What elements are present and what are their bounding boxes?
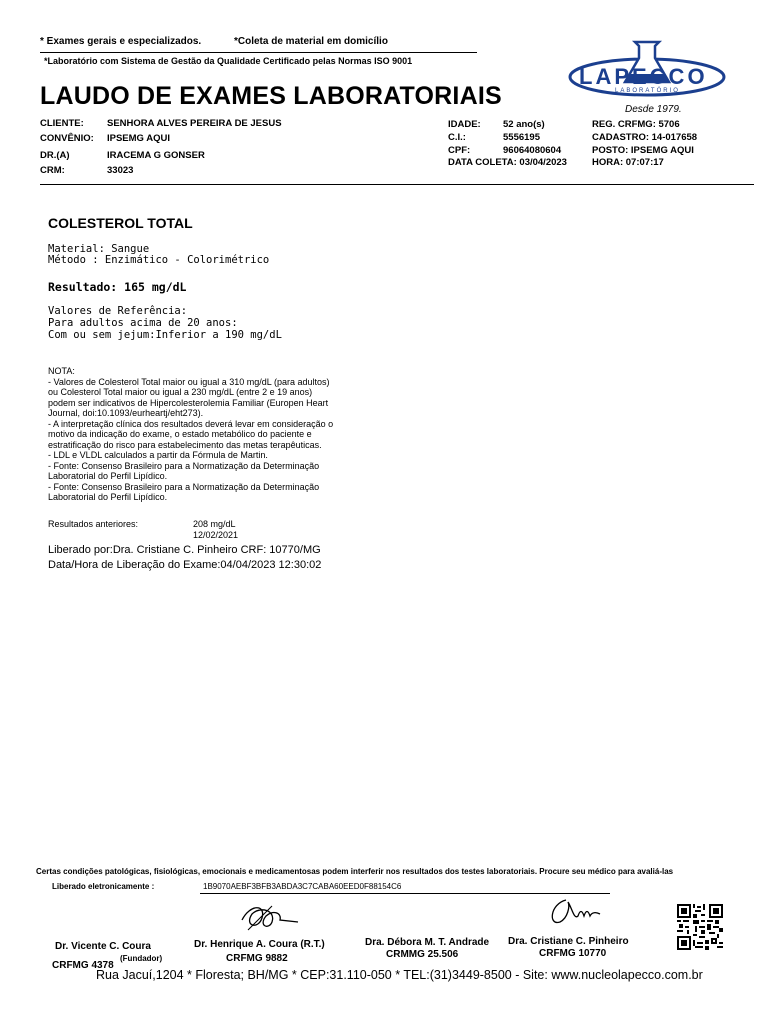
reg-crfmg: REG. CRFMG: 5706	[592, 119, 680, 130]
convenio-label: CONVÊNIO:	[40, 133, 94, 144]
note-line: podem ser indicativos de Hipercolesterolemia Familiar (Europen Heart	[48, 397, 329, 408]
hora-coleta: HORA: 07:07:17	[592, 157, 664, 168]
signatory-name: Dra. Débora M. T. Andrade	[365, 937, 490, 948]
reference-title: Valores de Referência:	[48, 305, 188, 317]
idade-value: 52 ano(s)	[503, 119, 545, 130]
crm-value: 33023	[107, 165, 134, 176]
previous-result-date: 12/02/2021	[193, 530, 239, 540]
footer-address: Rua Jacuí,1204 * Floresta; BH/MG * CEP:31.110-050 * TEL:(31)3449-8500 - Site: www.nucleolapecco.com.br	[96, 968, 703, 982]
release-hash: 1B9070AEBF3BFB3ABDA3C7CABA60EED0F88154C6	[203, 882, 402, 891]
signatory-note: (Fundador)	[120, 954, 163, 963]
signatory-name: Dra. Cristiane C. Pinheiro	[508, 936, 629, 947]
header-divider	[40, 52, 477, 53]
note-line: - LDL e VLDL calculados a partir da Fórmula de Martin.	[48, 450, 268, 460]
note-line: estratificação do risco para estabelecimento das metas terapêuticas.	[48, 439, 322, 450]
cadastro: CADASTRO: 14-017658	[592, 132, 698, 143]
note-line: Laboratorial do Perfil Lipídico.	[48, 471, 168, 481]
exam-result: Resultado: 165 mg/dL	[48, 280, 187, 294]
release-datetime: Data/Hora de Liberação do Exame:04/04/2023 12:30:02	[48, 559, 322, 571]
exam-note	[48, 366, 333, 503]
signature-cristiane-pinheiro	[544, 894, 604, 930]
signatory-crm: CRFMG 9882	[226, 953, 288, 964]
reference-line-1: Para adultos acima de 20 anos:	[48, 317, 238, 329]
previous-results-label: Resultados anteriores:	[48, 519, 139, 529]
ci-value: 5556195	[503, 132, 540, 143]
note-line: Laboratorial do Perfil Lipídico.	[48, 492, 168, 502]
posto: POSTO: IPSEMG AQUI	[592, 145, 694, 156]
lapecco-since: Desde 1979.	[625, 104, 682, 115]
exam-title: COLESTEROL TOTAL	[48, 215, 193, 231]
note-line: - Fonte: Consenso Brasileiro para a Normatização da Determinação	[48, 460, 320, 471]
cpf-value: 96064080604	[503, 145, 562, 156]
exam-material: Material: Sangue	[48, 243, 150, 255]
signatory-crm: CRMMG 25.506	[386, 949, 459, 960]
signatory-name: Dr. Henrique A. Coura (R.T.)	[194, 939, 325, 950]
header-iso-line: *Laboratório com Sistema de Gestão da Qualidade Certificado pelas Normas ISO 9001	[44, 56, 413, 66]
data-coleta: DATA COLETA: 03/04/2023	[448, 157, 567, 168]
idade-label: IDADE:	[448, 119, 481, 130]
page-title: LAUDO DE EXAMES LABORATORIAIS	[40, 82, 502, 110]
signatory-name: Dr. Vicente C. Coura	[55, 941, 151, 952]
signature-henrique-coura	[236, 900, 306, 936]
ci-label: C.I.:	[448, 132, 466, 143]
convenio-value: IPSEMG AQUI	[107, 133, 170, 144]
qr-code-icon	[677, 904, 723, 950]
previous-result-value: 208 mg/dL	[193, 519, 236, 529]
doctor-value: IRACEMA G GONSER	[107, 150, 205, 161]
header-tagline-exams: * Exames gerais e especializados.	[40, 36, 202, 47]
crm-label: CRM:	[40, 165, 65, 176]
lapecco-logo-text: LAPECCO	[579, 64, 708, 89]
reference-line-2: Com ou sem jejum:Inferior a 190 mg/dL	[48, 329, 282, 341]
cliente-value: SENHORA ALVES PEREIRA DE JESUS	[107, 118, 282, 129]
note-line: - A interpretação clínica dos resultados deverá levar em consideração o	[48, 418, 334, 429]
note-line: - Fonte: Consenso Brasileiro para a Normatização da Determinação	[48, 481, 320, 492]
lapecco-logo-subtext: LABORATÓRIO	[615, 88, 680, 94]
note-line: NOTA:	[48, 366, 75, 376]
note-line: motivo da indicação do exame, o estado metabólico do paciente e	[48, 429, 312, 439]
note-line: Journal, doi:10.1093/eurheartj/eht273).	[48, 408, 204, 418]
footer-disclaimer: Certas condições patológicas, fisiológicas, emocionais e medicamentosas podem interferir nos resultados dos testes laboratoriais. Procure seu médico para avaliá-las	[36, 867, 674, 876]
cpf-label: CPF:	[448, 145, 471, 156]
electronic-release-label: Liberado eletronicamente :	[52, 882, 155, 891]
note-line: - Valores de Colesterol Total maior ou igual a 310 mg/dL (para adultos)	[48, 376, 330, 387]
header-tagline-collection: *Coleta de material em domicílio	[234, 36, 388, 47]
note-line: ou Colesterol Total maior ou igual a 230 mg/dL (entre 2 e 19 anos)	[48, 387, 313, 397]
released-by: Liberado por:Dra. Cristiane C. Pinheiro CRF: 10770/MG	[48, 544, 321, 556]
lapecco-logo	[565, 38, 730, 118]
patient-info-divider	[40, 184, 754, 185]
cliente-label: CLIENTE:	[40, 118, 84, 129]
signatory-crm: CRFMG 10770	[539, 948, 607, 959]
doctor-label: DR.(A)	[40, 150, 70, 161]
signatory-crm: CRFMG 4378	[52, 960, 114, 971]
exam-method: Método : Enzimático - Colorimétrico	[48, 254, 270, 266]
